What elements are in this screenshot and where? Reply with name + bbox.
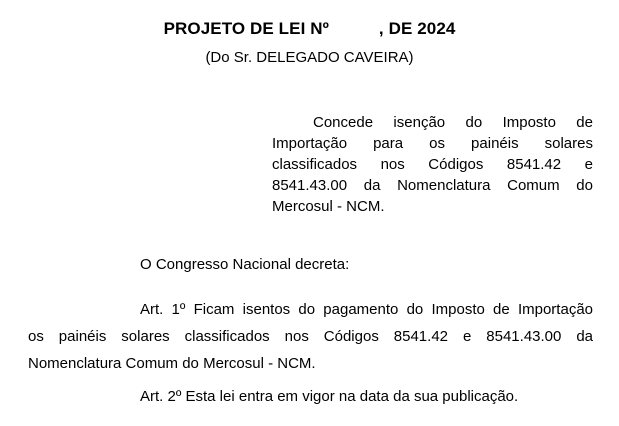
article-1-line: Nomenclatura Comum do Mercosul - NCM. (28, 355, 316, 372)
ementa-line: Concede isenção do Imposto de (313, 114, 593, 131)
bill-title (0, 18, 619, 40)
bill-author: (Do Sr. DELEGADO CAVEIRA) (205, 49, 414, 66)
article-2: Art. 2º Esta lei entra em vigor na data da sua publicação. (140, 388, 519, 405)
bill-title-prefix: PROJETO DE LEI Nº (163, 19, 329, 38)
article-1 (28, 296, 593, 377)
ementa-line: Mercosul - NCM. (272, 198, 385, 215)
article-1-line: Art. 1º Ficam isentos do pagamento do Imposto de Importação (140, 301, 593, 318)
ementa-line: Importação para os painéis solares (272, 135, 593, 152)
bill-title-suffix: , DE 2024 (378, 19, 456, 38)
enacting-clause: O Congresso Nacional decreta: (140, 256, 350, 273)
ementa (272, 112, 593, 217)
ementa-line: 8541.43.00 da Nomenclatura Comum do (272, 177, 593, 194)
article-1-line: os painéis solares classificados nos Códigos 8541.42 e 8541.43.00 da (28, 328, 593, 345)
ementa-line: classificados nos Códigos 8541.42 e (272, 156, 593, 173)
